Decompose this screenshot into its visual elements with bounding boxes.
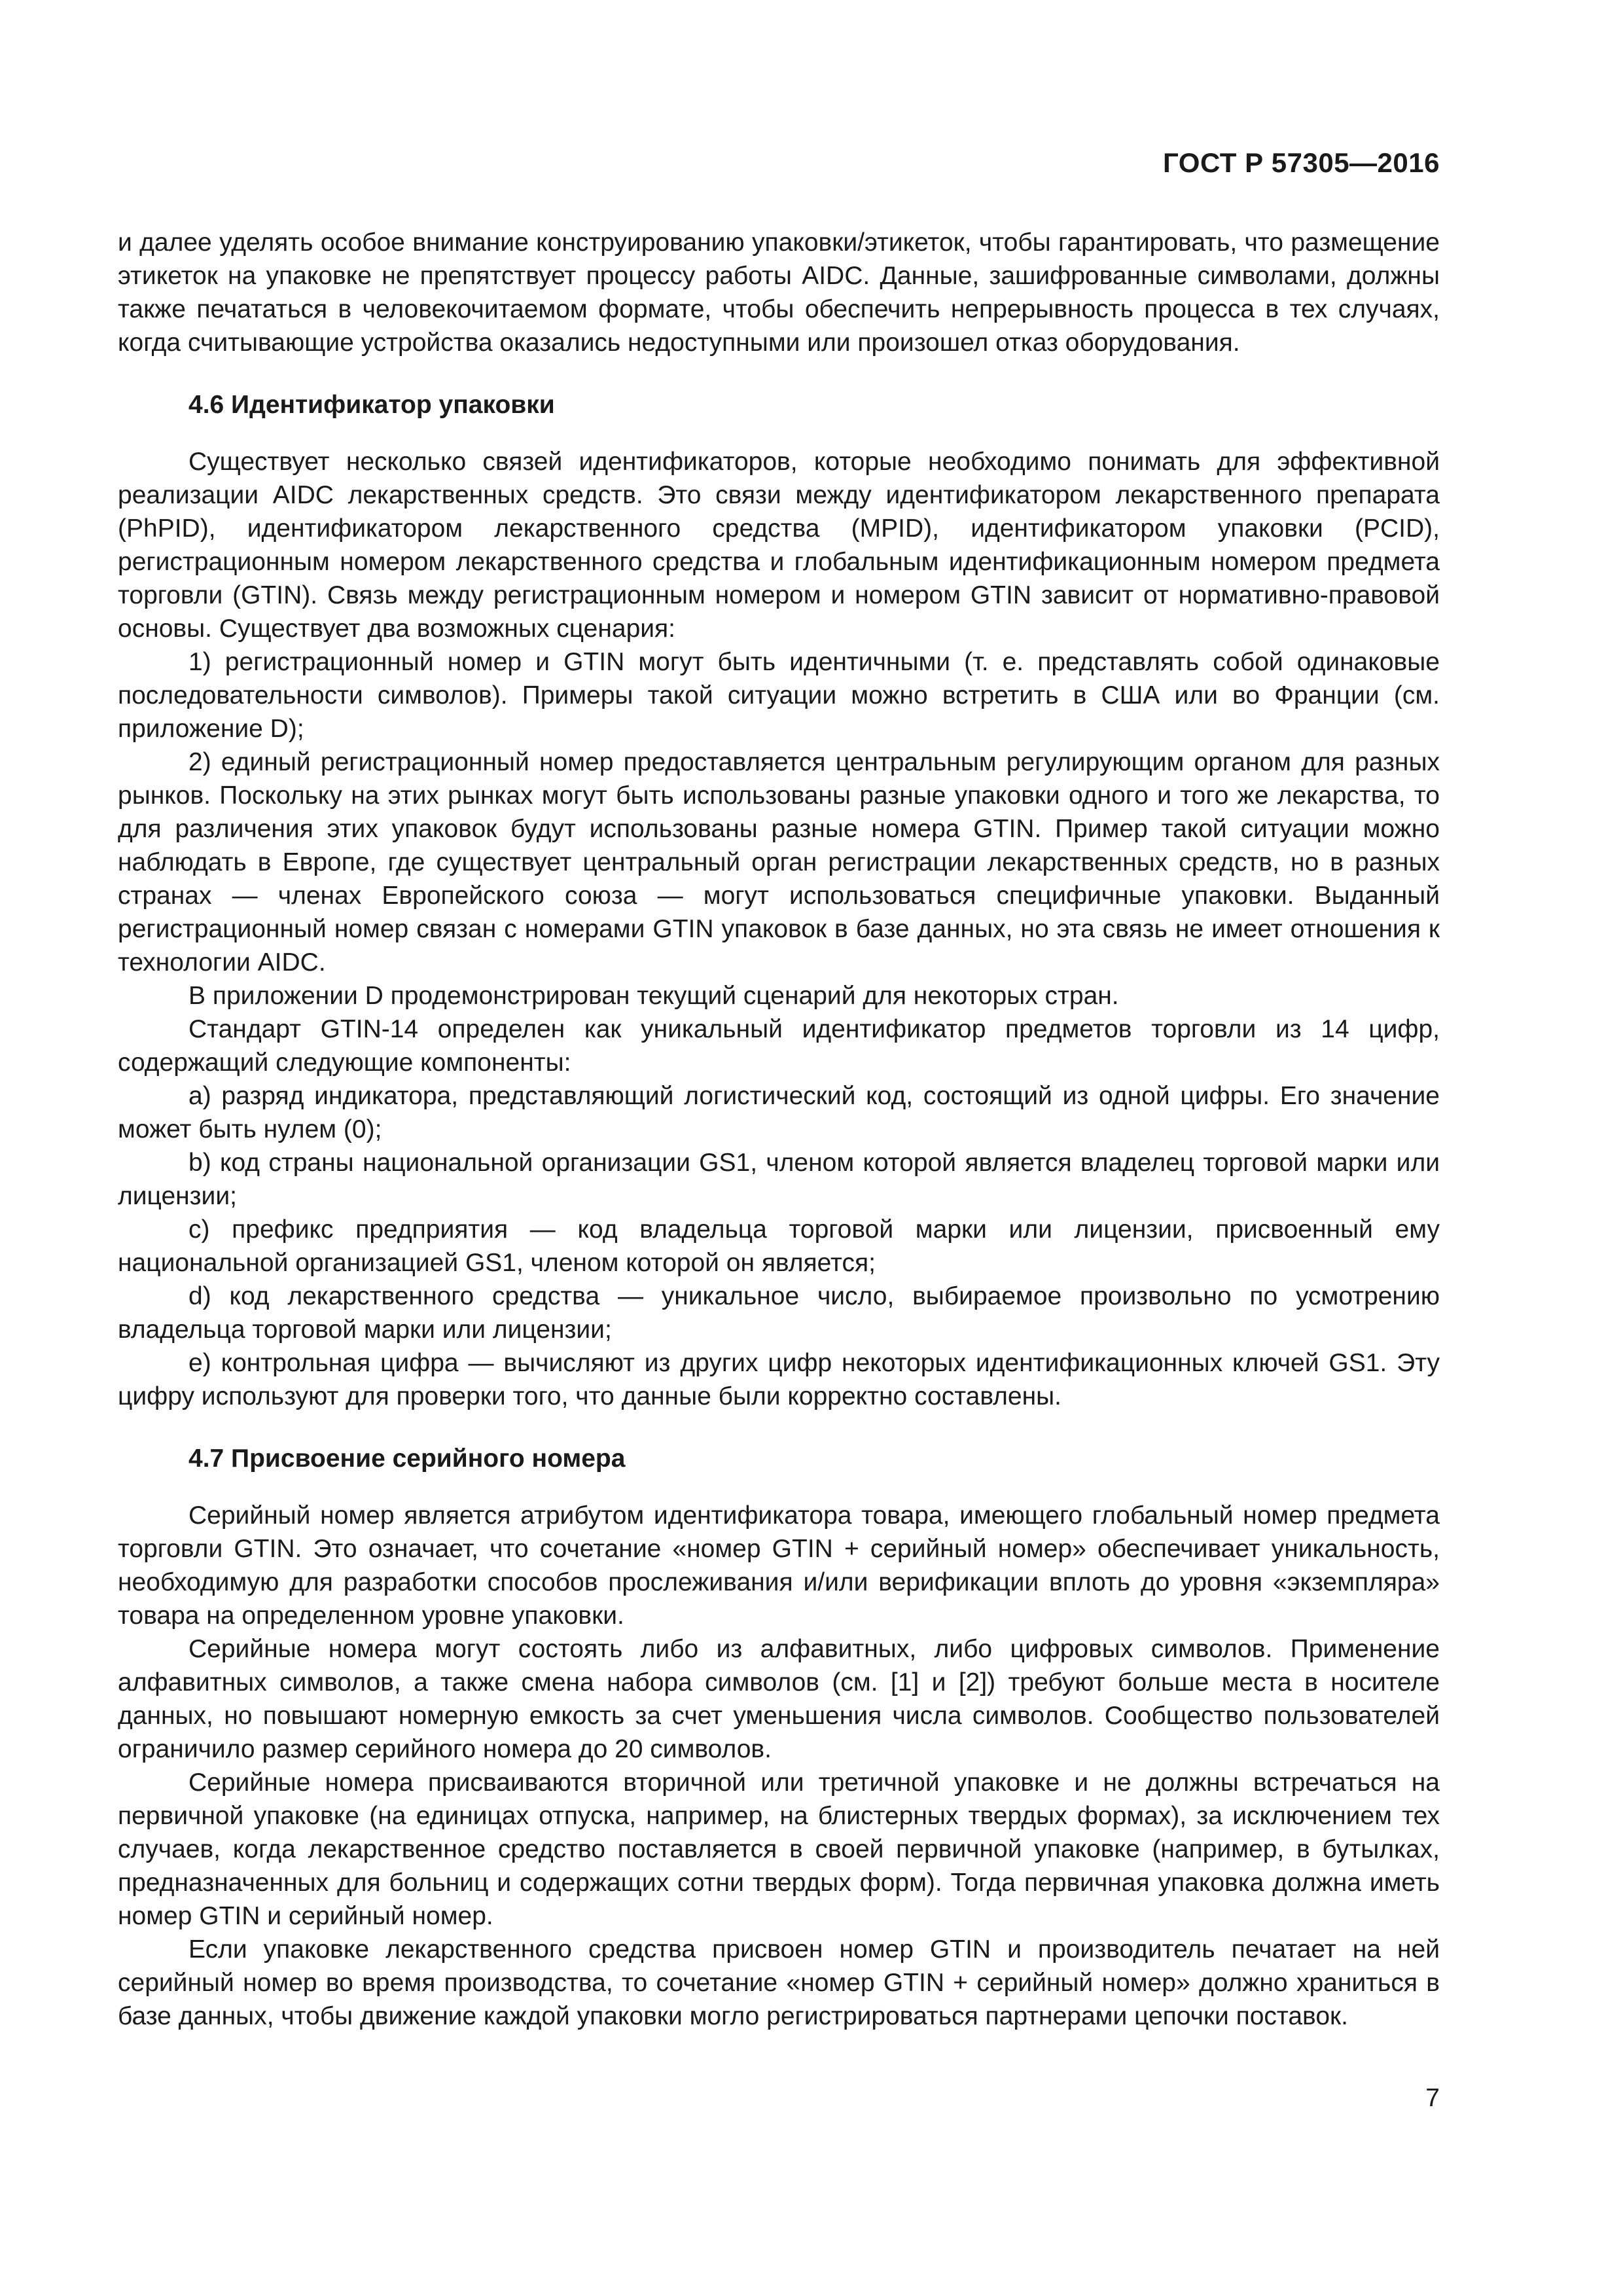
document-body: [118, 226, 1440, 2033]
paragraph: Существует несколько связей идентификаторов, которые необходимо понимать для эффективной реализации AIDC лекарственных средств. Это связи между идентификатором лекарственного препарата (PhPID), идентификатором лекарственного средства (MPID), идентификатором упаковки (PCID), регистрационным номером лекарственного средства и глобальным идентификационным номером предмета торговли (GTIN). Связь между регистрационным номером и номером GTIN зависит от нормативно-правовой основы. Существует два возможных сценария:: [118, 448, 1440, 643]
list-item: b) код страны национальной организации GS1, членом которой является владелец торговой марки или лицензии;: [118, 1149, 1440, 1210]
document-page: [118, 0, 1440, 2296]
paragraph: Если упаковке лекарственного средства присвоен номер GTIN и производитель печатает на ней серийный номер во время производства, то сочетание «номер GTIN + серийный номер» должно храниться в базе данных, чтобы движение каждой упаковки могло регистрироваться партнерами цепочки поставок.: [118, 1935, 1440, 2030]
section-heading-4-7: 4.7 Присвоение серийного номера: [188, 1444, 626, 1473]
paragraph: Серийные номера могут состоять либо из алфавитных, либо цифровых символов. Применение алфавитных символов, а также смена набора символов (см. [1] и [2]) требуют больше места в носителе данных, но повышают номерную емкость за счет уменьшения числа символов. Сообщество пользователей ограничило размер серийного номера до 20 символов.: [118, 1635, 1440, 1763]
paragraph: Серийный номер является атрибутом идентификатора товара, имеющего глобальный номер предмета торговли GTIN. Это означает, что сочетание «номер GTIN + серийный номер» обеспечивает уникальность, необходимую для разработки способов прослеживания и/или верификации вплоть до уровня «экземпляра» товара на определенном уровне упаковки.: [118, 1501, 1440, 1630]
list-item: e) контрольная цифра — вычисляют из других цифр некоторых идентификационных ключей GS1. Эту цифру используют для проверки того, что данные были корректно составлены.: [118, 1349, 1440, 1410]
standard-designation: ГОСТ Р 57305—2016: [1163, 147, 1440, 178]
page-number: 7: [1425, 2084, 1440, 2112]
paragraph: В приложении D продемонстрирован текущий сценарий для некоторых стран.: [188, 982, 1119, 1010]
list-item: c) префикс предприятия — код владельца торговой марки или лицензии, присвоенный ему национальной организацией GS1, членом которой он является;: [118, 1215, 1440, 1277]
paragraph: Стандарт GTIN-14 определен как уникальный идентификатор предметов торговли из 14 цифр, содержащий следующие компоненты:: [118, 1015, 1440, 1077]
list-item: d) код лекарственного средства — уникальное число, выбираемое произвольно по усмотрению владельца торговой марки или лицензии;: [118, 1282, 1440, 1344]
list-item: 1) регистрационный номер и GTIN могут быть идентичными (т. е. представлять собой одинаковые последовательности символов). Примеры такой ситуации можно встретить в США или во Франции (см. приложение D);: [118, 648, 1440, 743]
paragraph: Серийные номера присваиваются вторичной или третичной упаковке и не должны встречаться на первичной упаковке (на единицах отпуска, например, на блистерных твердых формах), за исключением тех случаев, когда лекарственное средство поставляется в своей первичной упаковке (например, в бутылках, предназначенных для больниц и содержащих сотни твердых форм). Тогда первичная упаковка должна иметь номер GTIN и серийный номер.: [118, 1768, 1440, 1930]
section-heading-4-6: 4.6 Идентификатор упаковки: [188, 391, 555, 419]
intro-paragraph: и далее уделять особое внимание конструированию упаковки/этикеток, чтобы гарантировать, что размещение этикеток на упаковке не препятствует процессу работы AIDC. Данные, зашифрованные символами, должны также печататься в человекочитаемом формате, чтобы обеспечить непрерывность процесса в тех случаях, когда считывающие устройства оказались недоступными или произошел отказ оборудования.: [118, 228, 1440, 357]
list-item: 2) единый регистрационный номер предоставляется центральным регулирующим органом для разных рынков. Поскольку на этих рынках могут быть использованы разные упаковки одного и того же лекарства, то для различения этих упаковок будут использованы разные номера GTIN. Пример такой ситуации можно наблюдать в Европе, где существует центральный орган регистрации лекарственных средств, но в разных странах — членах Европейского союза — могут использоваться специфичные упаковки. Выданный регистрационный номер связан с номерами GTIN упаковок в базе данных, но эта связь не имеет отношения к технологии AIDC.: [118, 748, 1440, 977]
list-item: a) разряд индикатора, представляющий логистический код, состоящий из одной цифры. Его значение может быть нулем (0);: [118, 1082, 1440, 1143]
